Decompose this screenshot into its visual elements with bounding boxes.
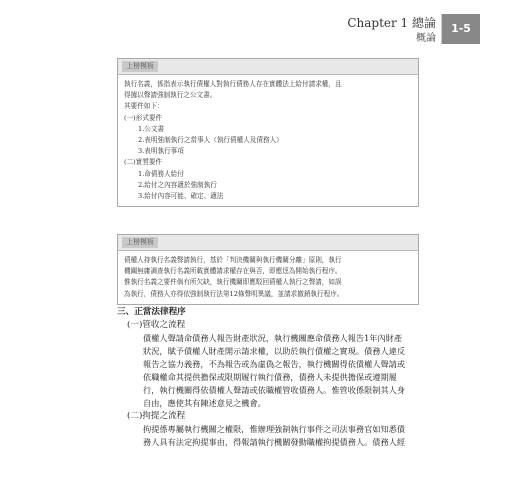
box-line: 3.給付內容可能、確定、適法 [138, 192, 224, 201]
paragraph-line: 務人具有法定拘提事由，得報請執行機關發動職權拘提債務人。債務人經 [143, 437, 406, 447]
chapter-title: Chapter 1 總論 [347, 16, 436, 30]
paragraph-line: 債權人聲請命債務人報告財產狀況，執行機關應命債務人報告1年內財產 [143, 333, 403, 343]
paragraph-line: 行，執行機關得依債權人聲請或依職權管收債務人。惟管收係限制其人身 [143, 385, 406, 395]
section-heading: 三、正當法律程序 [117, 307, 186, 317]
box-line: 得據以聲請強制執行之公文書。 [124, 91, 217, 100]
box-header [118, 59, 418, 75]
box-line: (二)實質要件 [124, 158, 163, 167]
box-line: 1.公文書 [138, 124, 165, 133]
section-title: 概論 [416, 33, 436, 44]
main-section [117, 306, 417, 449]
paragraph-line: 狀況，賦予債權人財產開示請求權，以助於執行債權之實現。債務人違反 [143, 346, 406, 356]
box-tag: 上榜模板 [122, 61, 158, 72]
paragraph-line: 拘提係專屬執行機關之權限，惟辦理強制執行事件之司法事務官如知悉債 [143, 424, 406, 434]
template-box-2 [117, 234, 419, 305]
paragraph-line: 依職權命其提供擔保或限期履行執行債務，債務人未提供擔保或遵期履 [143, 372, 397, 382]
box-line: 2.表明強制執行之當事人（執行債權人及債務人） [138, 136, 283, 145]
box-line: 執行名義，係指表示執行債權人對執行債務人存在實體法上給付請求權，且 [124, 80, 342, 88]
template-box-1 [117, 58, 419, 207]
subsection-heading: (一)管收之流程 [127, 320, 186, 330]
box-body [118, 251, 418, 304]
page-number: 1-5 [442, 14, 480, 44]
box-line: 債權人持執行名義聲請執行，基於「判決機關與執行機關分離」原則，執行 [124, 256, 342, 264]
box-line: (一)形式要件 [124, 113, 163, 122]
paragraph-line: 自由，應使其有陳述意見之機會。 [143, 398, 266, 408]
page-header [0, 0, 520, 42]
box-line: 其要件如下： [124, 102, 164, 111]
box-tag: 上榜模板 [122, 237, 158, 248]
box-line: 機關無庸調查執行名義所載實體請求權存在與否，即應逕為開始執行程序。 [124, 267, 342, 276]
box-line: 為執行，債務人亦得依強制執行法第12條聲明異議，並請求撤銷執行程序。 [124, 289, 344, 298]
subsection-heading: (二)拘提之流程 [127, 411, 186, 421]
box-line: 3.表明執行事項 [138, 147, 184, 156]
paragraph-line: 報告之協力義務，不為報告或為虛偽之報告，執行機關得依債權人聲請或 [143, 359, 406, 369]
box-line: 1.命債務人給付 [138, 169, 184, 178]
box-header [118, 235, 418, 251]
box-body [118, 75, 418, 206]
box-line: 惟執行名義之要件倘有所欠缺，執行機關即應駁回債權人執行之聲請，如誤 [124, 278, 342, 287]
box-line: 2.給付之內容適於強制執行 [138, 180, 217, 189]
